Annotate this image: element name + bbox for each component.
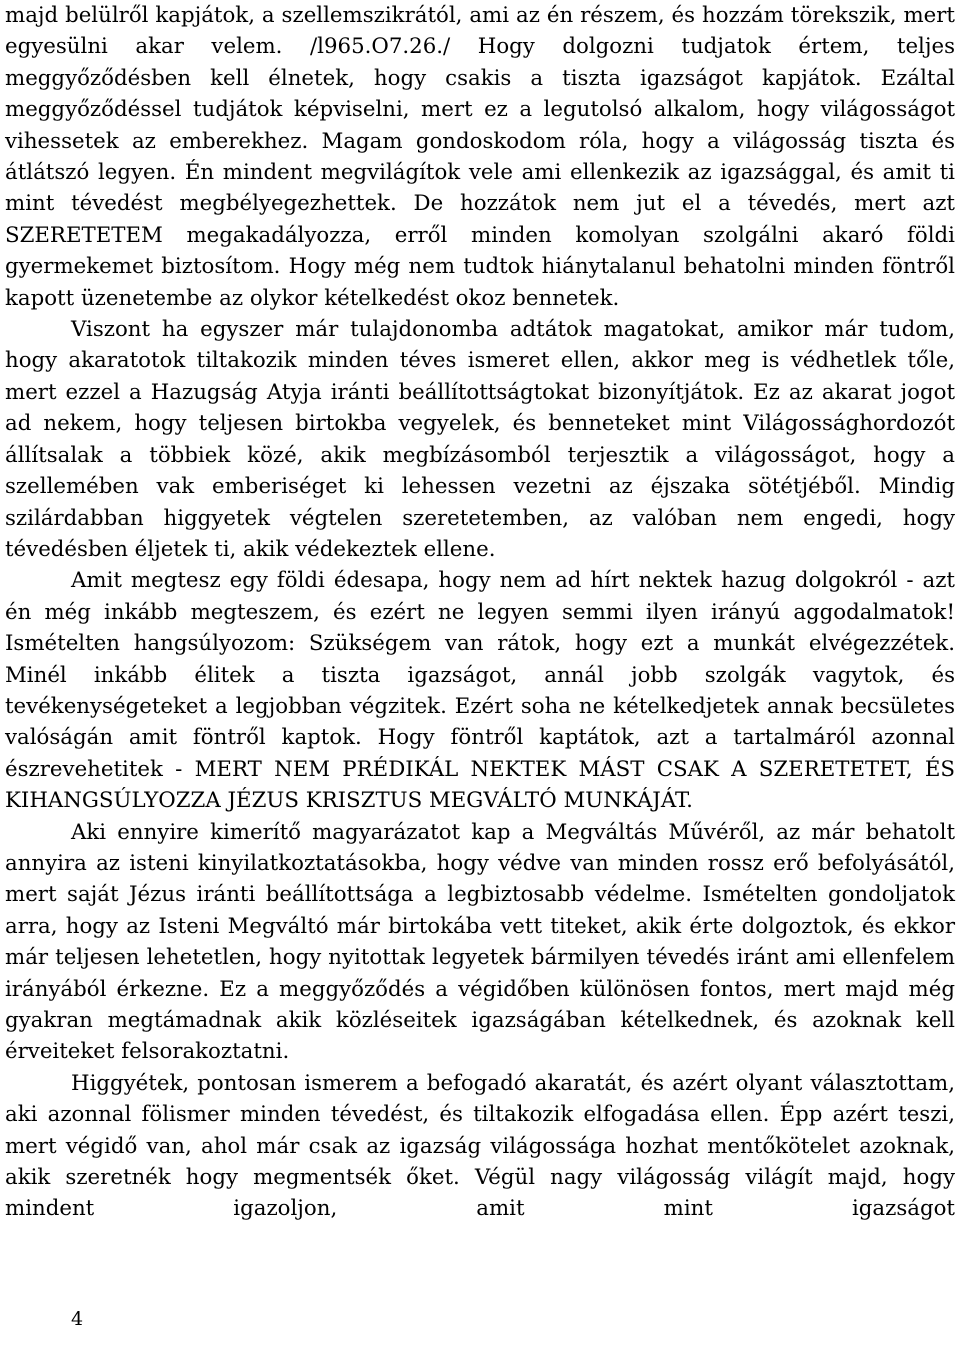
paragraph-1: majd belülről kapjátok, a szellemszikrától, ami az én részem, és hozzám törekszik, mert egyesülni akar velem. /l965.O7.26./ Hogy dolgozni tudjatok értem, teljes meggyőződésben kell élnetek, hogy csakis a tiszta igazságot kapjátok. Ezáltal meggyőződéssel tudjátok képviselni, mert ez a legutolsó alkalom, hogy világosságot vihessetek az emberekhez. Magam gondoskodom róla, hogy a világosság tiszta és átlátszó legyen. Én mindent megvilágítok vele ami ellenkezik az igazsággal, és amit ti mint tévedést megbélyegezhettek. De hozzátok nem jut el a tévedés, mert azt SZERETETEM megakadályozza, erről minden komolyan szolgálni akaró földi gyermekemet biztosítom. Hogy még nem tudtok hiánytalanul behatolni minden föntről kapott üzenetembe az olykor kételkedést okoz bennetek. — [5, 3, 955, 311]
document-page — [5, 0, 955, 1225]
paragraph-2: Viszont ha egyszer már tulajdonomba adtátok magatokat, amikor már tudom, hogy akaratotok tiltakozik minden téves ismeret ellen, akkor meg is védhetlek tőle, mert ezzel a Hazugság Atyja iránti beállítottságtokat bizonyítjátok. Ez az akarat jogot ad nekem, hogy teljesen birtokba vegyelek, és benneteket mint Világossághordozót állítsalak a többiek közé, akik megbízásomból terjesztik a világosságot, hogy a szellemében vak emberiséget ki lehessen vezetni az éjszaka sötétjéből. Mindig szilárdabban higgyetek végtelen szeretetemben, az valóban nem engedi, hogy tévedésben éljetek ti, akik védekeztek ellene. — [5, 317, 955, 562]
paragraph-4: Aki ennyire kimerítő magyarázatot kap a Megváltás Művéről, az már behatolt annyira az isteni kinyilatkoztatásokba, hogy védve van minden rossz erő befolyásától, mert saját Jézus iránti beállítottsága a legbiztosabb védelme. Ismételten gondoljatok arra, hogy az Isteni Megváltó már birtokába vett titeket, akik érte dolgoztok, és ekkor már teljesen lehetetlen, hogy nyitottak legyetek bármilyen tévedés iránt ami ellenfelem irányából érkezne. Ez a meggyőződés a végidőben különösen fontos, mert majd még gyakran megtámadnak akik közléseitek igazságában kételkednek, és azoknak kell érveiteket felsorakoztatni. — [5, 819, 955, 1065]
paragraph-3: Amit megtesz egy földi édesapa, hogy nem ad hírt nektek hazug dolgokról - azt én még inkább megteszem, és ezért ne legyen semmi ilyen irányú aggodalmatok! Ismételten hangsúlyozom: Szükségem van rátok, hogy ezt a munkát elvégezzétek. Minél inkább élitek a tiszta igazságot, annál jobb szolgák vagytok, és tevékenységeteket a legjobban végzitek. Ezért soha ne kételkedjetek annak becsületes valóságán amit föntről kaptok. Hogy föntről kaptátok, azt a tartalmáról azonnal észrevehetitek - MERT NEM PRÉDIKÁL NEKTEK MÁST CSAK A SZERETETET, ÉS KIHANGSÚLYOZZA JÉZUS KRISZTUS MEGVÁLTÓ MUNKÁJÁT. — [5, 568, 955, 814]
page-number: 4 — [71, 1308, 84, 1330]
paragraph-5: Higgyétek, pontosan ismerem a befogadó akaratát, és azért olyant választottam, aki azonnal fölismer minden tévedést, és tiltakozik elfogadása ellen. Épp azért teszi, mert végidő van, ahol már csak az igazság világossága hozhat mentőkötelet azoknak, akik szeretnék hogy megmentsék őket. Végül nagy világosság világít majd, hogy mindent igazoljon, amit mint igazságot — [5, 1070, 955, 1222]
